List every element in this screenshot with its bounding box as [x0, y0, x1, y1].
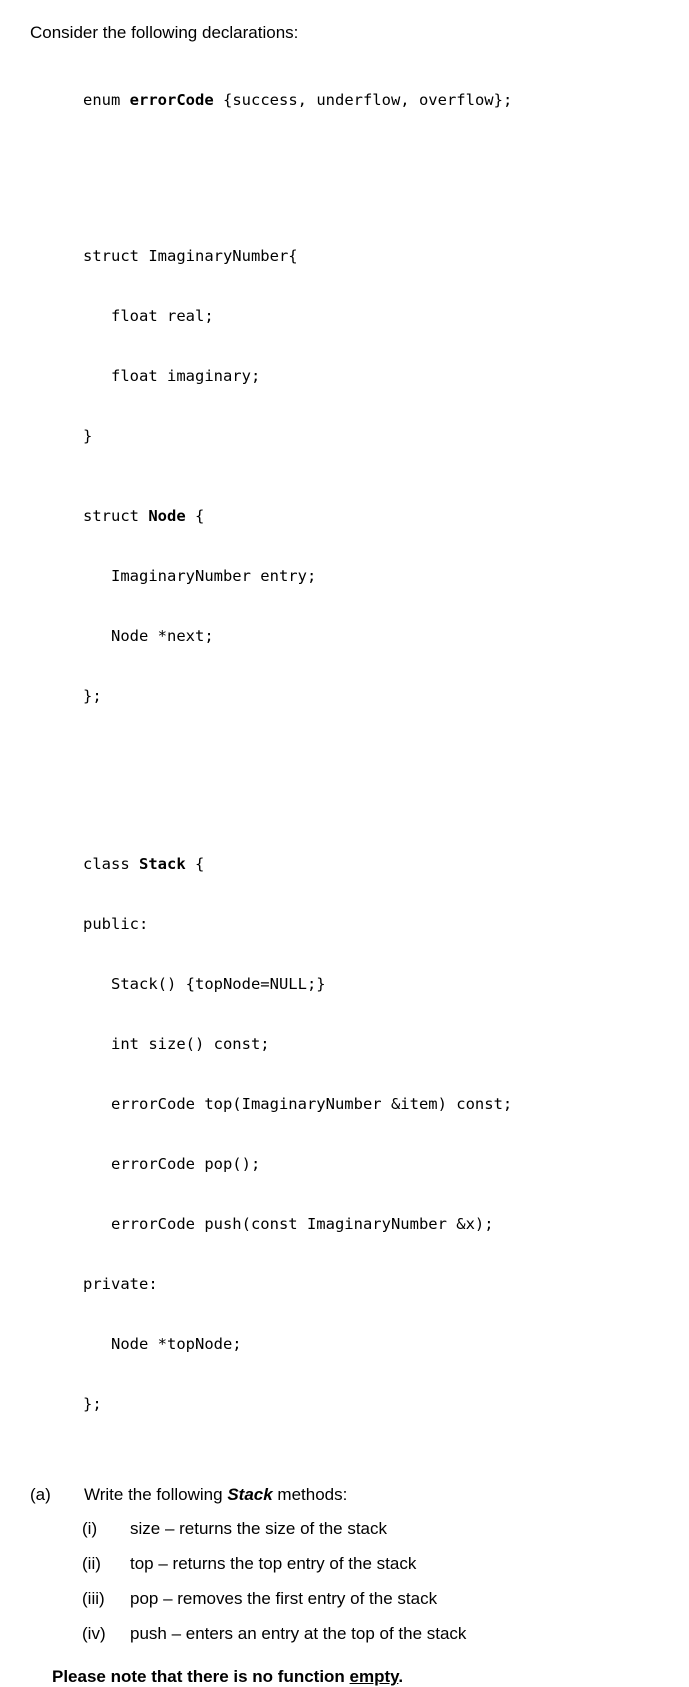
code-gap-1 [83, 170, 669, 186]
question-block [30, 1484, 669, 1645]
code-line-class-body-0: public: [83, 915, 149, 933]
code-line-enum [83, 90, 669, 110]
subitem-iv-label: (iv) [82, 1624, 106, 1643]
subitem-iii [30, 1588, 669, 1610]
subitem-ii [30, 1553, 669, 1575]
code-line-struct-imaginary-0: struct ImaginaryNumber{ [83, 247, 298, 265]
subitem-i-text: size – returns the size of the stack [130, 1519, 388, 1538]
intro-text: Consider the following declarations: [30, 23, 299, 42]
code-gap-2 [83, 766, 669, 794]
question-a-emphasis: Stack [227, 1485, 273, 1504]
code-line-struct-imaginary-3: } [83, 427, 93, 445]
question-a-text-before: Write the following [84, 1485, 228, 1504]
code-line-class-body-3: errorCode top(ImaginaryNumber &item) const; [83, 1095, 513, 1113]
note-text-after: . [398, 1667, 404, 1686]
subitem-iv [30, 1623, 669, 1645]
class-name: Stack [139, 855, 186, 873]
note-underlined-word: empty [349, 1667, 399, 1686]
code-line-class-body-6: private: [83, 1275, 158, 1293]
subitem-iii-text: pop – removes the first entry of the stack [130, 1589, 438, 1608]
code-line-node-body-1: Node *next; [83, 627, 214, 645]
code-line-node-body-0: ImaginaryNumber entry; [83, 567, 317, 585]
subitem-i [30, 1518, 669, 1540]
subitem-ii-label: (ii) [82, 1554, 101, 1573]
code-line-node-body-2: }; [83, 687, 102, 705]
class-brace: { [185, 855, 205, 873]
question-a-text [84, 1484, 347, 1506]
code-line-class-body-7: Node *topNode; [83, 1335, 242, 1353]
struct-node-brace: { [185, 507, 205, 525]
note-text-before: Please note that there is no function [52, 1667, 350, 1686]
enum-members: {success, underflow, overflow}; [213, 91, 513, 109]
code-line-class-body-8: }; [83, 1395, 102, 1413]
subitem-ii-text: top – returns the top entry of the stack [130, 1554, 417, 1573]
struct-node-name: Node [148, 507, 186, 525]
subitem-iv-text: push – enters an entry at the top of the stack [130, 1624, 467, 1643]
question-a [30, 1484, 669, 1506]
code-line-class-body-2: int size() const; [83, 1035, 270, 1053]
struct-keyword: struct [83, 507, 149, 525]
question-subitems [30, 1518, 669, 1645]
question-a-text-after: methods: [272, 1485, 348, 1504]
code-line-class-body-4: errorCode pop(); [83, 1155, 261, 1173]
subitem-i-label: (i) [82, 1519, 98, 1538]
code-line-struct-node [83, 506, 669, 526]
class-keyword: class [83, 855, 139, 873]
enum-name: errorCode [129, 91, 214, 109]
question-a-label: (a) [30, 1485, 51, 1504]
enum-keyword: enum [83, 91, 130, 109]
code-line-struct-imaginary-1: float real; [83, 307, 214, 325]
code-line-class-stack [83, 854, 669, 874]
code-block [83, 50, 669, 1454]
subitem-iii-label: (iii) [82, 1589, 105, 1608]
code-line-class-body-1: Stack() {topNode=NULL;} [83, 975, 326, 993]
note-text [30, 1667, 669, 1687]
code-line-struct-imaginary-2: float imaginary; [83, 367, 261, 385]
code-line-class-body-5: errorCode push(const ImaginaryNumber &x); [83, 1215, 494, 1233]
